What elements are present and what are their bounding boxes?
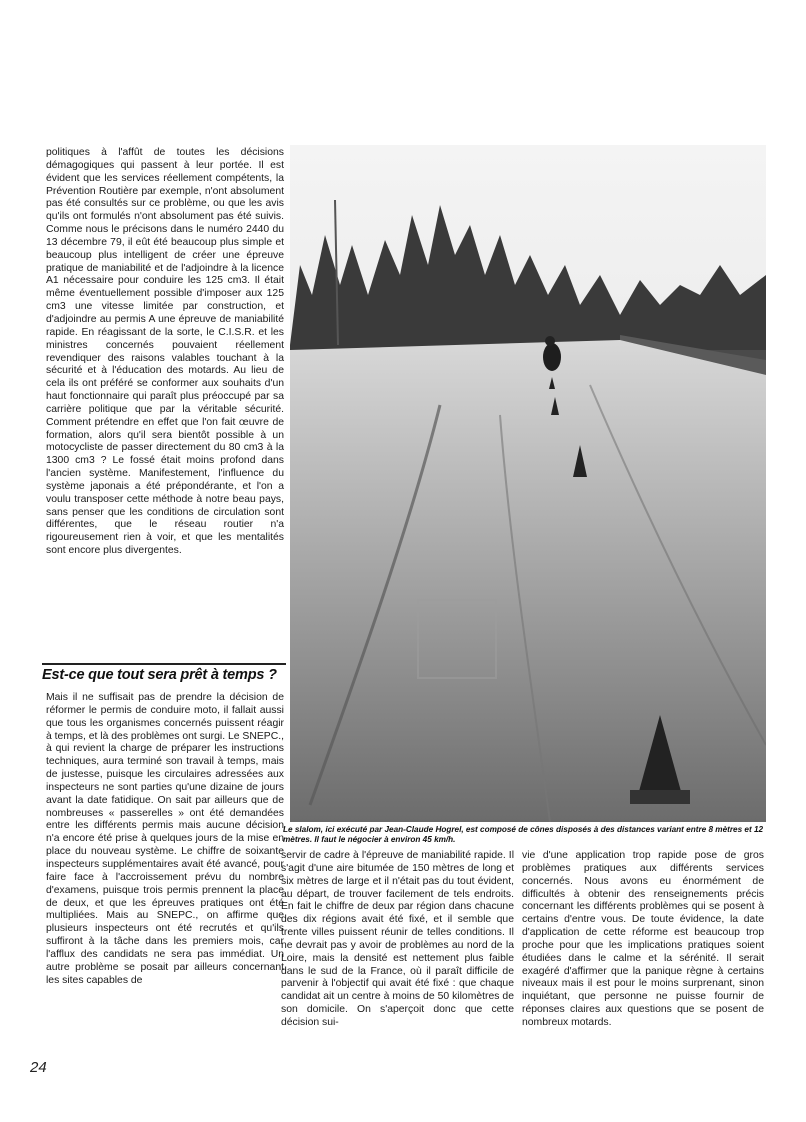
article-paragraph: Mais il ne suffisait pas de prendre la décision de réformer le permis de conduire moto, il fallait aussi que tous les organismes concernés puissent réagir à temps, et là des problèmes ont surgi. Le SNEPC., à qui revient la charge de préparer les instructions techniques, aura terminé son travail à temps, mais de justesse, puisque les circulaires adressées aux inspecteurs ne sont parties qu'une dizaine de jours avant la date fatidique. On sait par ailleurs que de nombreuses « passerelles » ont été demandées entre les différents permis mais aucune décision n'a encore été prise à quelques jours de la mise en place du nouveau système. Le chiffre de soixante inspecteurs supplémentaires avait été avancé, pour faire face à l'accroissement prévu du nombre d'examens, puisque trois permis prennent la place de deux, et que les épreuves pratiques ont été multipliées. Mais au SNEPC., on affirme que plusieurs inspecteurs ont été recrutés et qu'ils suffiront à la tâche dans les premiers mois, car l'afflux des candidats ne sera pas immédiat. Un autre problème se posait par ailleurs concernant les sites capables de [46, 692, 284, 986]
article-column-right [522, 850, 764, 1030]
slalom-photo [290, 145, 766, 822]
article-column-left-bottom [46, 692, 284, 987]
article-paragraph: servir de cadre à l'épreuve de maniabilité rapide. Il s'agit d'une aire bitumée de 150 mètres de long et six mètres de large et il n'était pas du tout évident, au départ, de trouver facilement de tels endroits. En fait le chiffre de deux par région dans chacune des dix régions avait été fixé, et il semble que trente villes puissent réunir de telles conditions. Il ne devrait pas y avoir de problèmes au nord de la Loire, mais la densité est nettement plus faible dans le sud de la France, où il paraît difficile de parvenir à l'objectif qui avait été fixé : que chaque candidat ait un centre à moins de 50 kilomètres de son domicile. On s'aperçoit donc que cette décision sui- [281, 850, 514, 1028]
slalom-photo-illustration [290, 145, 766, 822]
article-paragraph: politiques à l'affût de toutes les décisions démagogiques qui passent à leur portée. Il est évident que les services réellement compétents, la Prévention Routière par exemple, n'ont absolument pas été consultés sur ce problème, ou que les avis qu'ils ont formulés n'ont absolument pas été suivis. Comme nous le précisons dans le numéro 2440 du 13 décembre 79, il eût été beaucoup plus simple et beaucoup plus intelligent de créer une épreuve pratique de maniabilité et de l'adjoindre à la licence A1 nécessaire pour conduire les 125 cm3. Il était même éventuellement possible d'imposer aux 125 cm3 une vitesse limitée par construction, et d'adjoindre au permis A une épreuve de maniabilité rapide. En réagissant de la sorte, le C.I.S.R. et les ministres concernés pouvaient réellement revendiquer des raisons valables touchant à la sécurité et à l'éducation des motards. Au lieu de cela ils ont préféré se conformer aux souhaits d'un haut fonctionnaire qui paraît plus préoccupé par sa carrière politique que par la véritable sécurité. Comment prétendre en effet que l'on fait œuvre de formation, alors qu'il sera bientôt possible à un motocycliste de passer directement du 80 cm3 à la 1300 cm3 ? Le fossé était moins profond dans l'ancien système. Manifestement, l'influence du système japonais a été prépondérante, et l'on a voulu transposer cette méthode à notre beau pays, sans penser que les conditions de circulation sont différentes, que le réseau routier n'a rigoureusement rien à voir, et que les mentalités sont encore plus divergentes. [46, 147, 284, 557]
page-number: 24 [30, 1059, 47, 1076]
photo-caption: Le slalom, ici exécuté par Jean-Claude Hogrel, est composé de cônes disposés à des distances variant entre 8 mètres et 12 mètres. Il faut le négocier à environ 45 km/h. [283, 825, 764, 844]
section-heading: Est-ce que tout sera prêt à temps ? [42, 663, 286, 683]
article-column-left-top [46, 147, 284, 558]
article-column-middle [281, 850, 514, 1030]
article-paragraph: vie d'une application trop rapide pose de gros problèmes pratiques aux différents services concernés. Nous avons eu énormément de difficultés à obtenir des renseignements précis concernant les différents problèmes qui se posent à certains d'entre vous. De toute évidence, la date d'application de cette réforme est beaucoup trop proche pour que les implications pratiques soient étudiées dans le calme et la sérénité. Il serait exagéré d'affirmer que la panique règne à certains niveaux mais il est pour le moins surprenant, sinon inquiétant, que personne ne puisse fournir de réponses claires aux questions que se posent de nombreux motards. [522, 850, 764, 1028]
